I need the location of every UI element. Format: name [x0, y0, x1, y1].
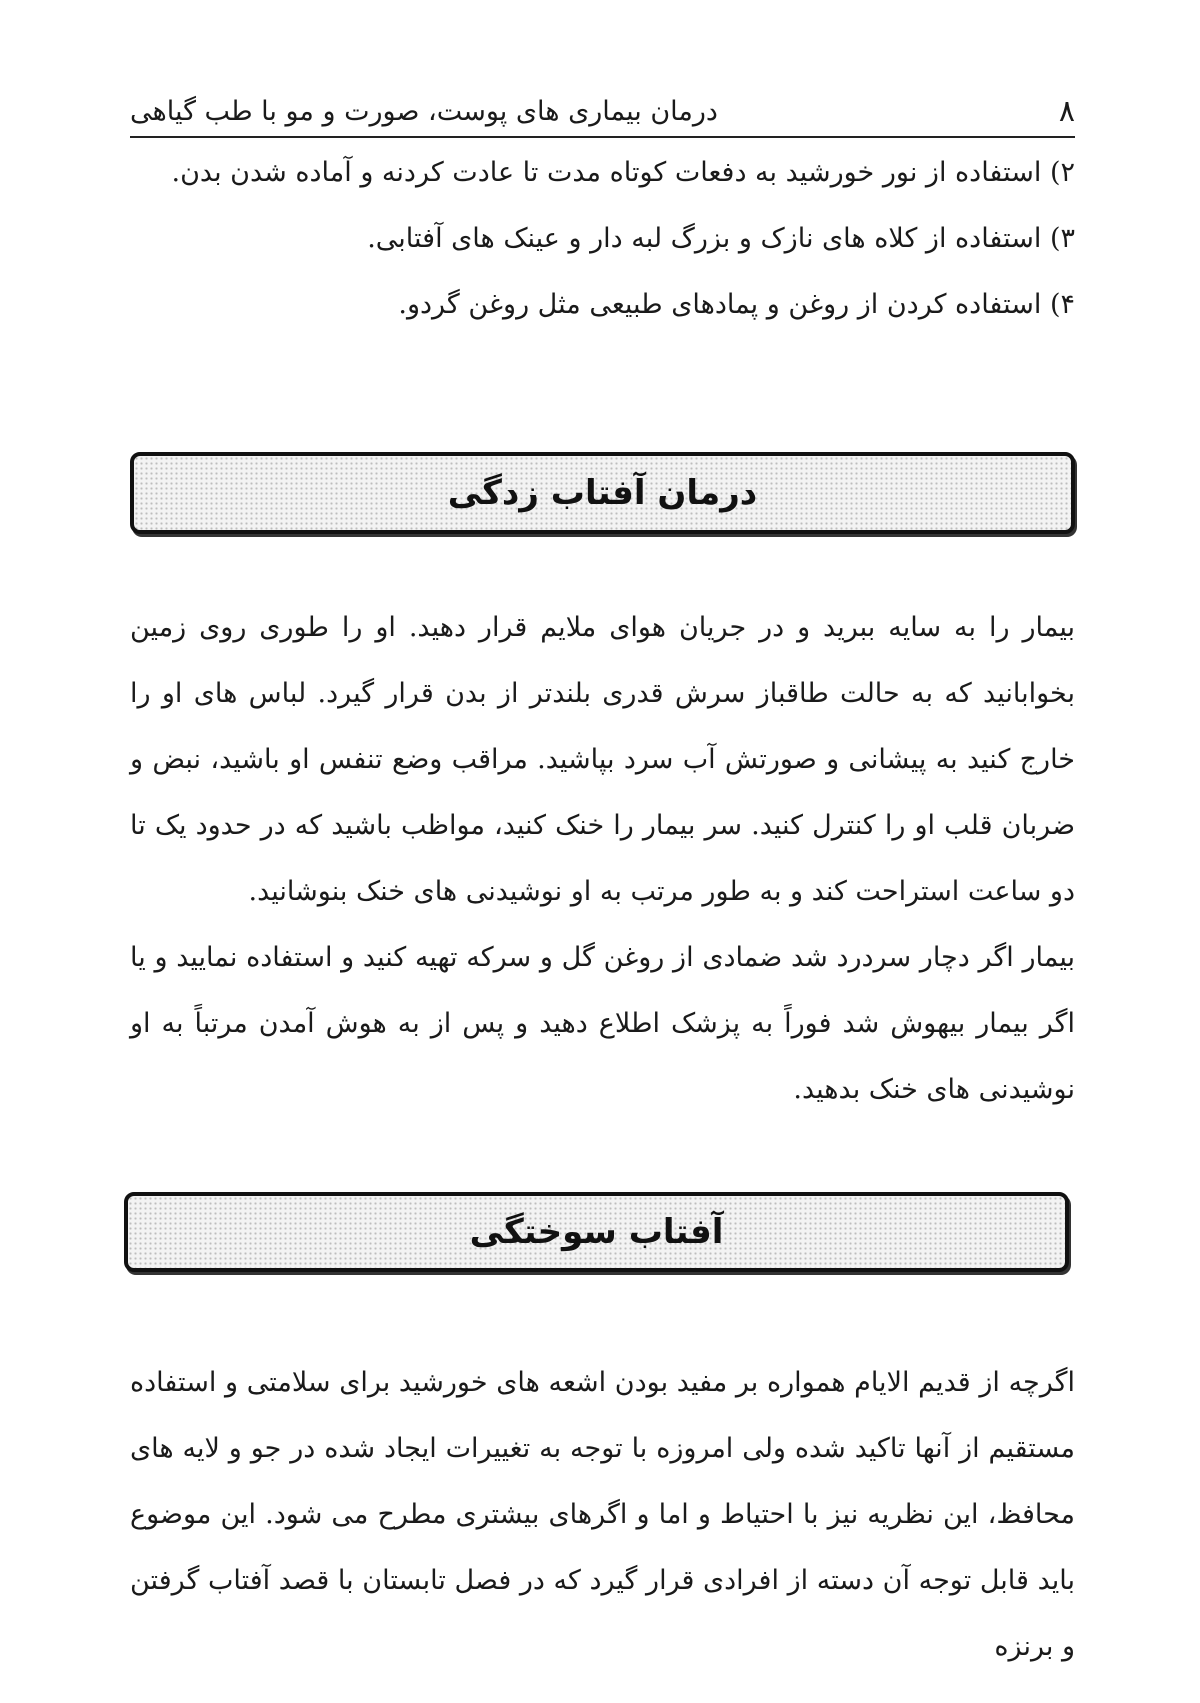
tips-list: [130, 140, 1075, 338]
list-item: ۴) استفاده کردن از روغن و پمادهای طبیعی مثل روغن گردو.: [398, 289, 1075, 320]
book-title: درمان بیماری های پوست، صورت و مو با طب گیاهی: [130, 96, 718, 127]
page-number: ۸: [1058, 94, 1075, 129]
section-heading-box: [130, 452, 1075, 534]
section-heading: آفتاب سوختگی: [469, 1212, 724, 1252]
section-body: [130, 1350, 1075, 1680]
paragraph: اگرچه از قدیم الایام همواره بر مفید بودن اشعه های خورشید برای سلامتی و استفاده مستقیم از آنها تاکید شده ولی امروزه با توجه به تغییرات ایجاد شده در جو و لایه های محافظ، این نظریه نیز با احتیاط و اما و اگرهای بیشتری مطرح می شود. این موضوع باید قابل توجه آن دسته از افرادی قرار گیرد که در فصل تابستان با قصد آفتاب گرفتن و برنزه: [130, 1367, 1075, 1662]
paragraph: بیمار را به سایه ببرید و در جریان هوای ملایم قرار دهید. او را طوری روی زمین بخوابانید که به حالت طاقباز سرش قدری بلندتر از بدن قرار گیرد. لباس های او را خارج کنید به پیشانی و صورتش آب سرد بپاشید. مراقب وضع تنفس او باشید، نبض و ضربان قلب او را کنترل کنید. سر بیمار را خنک کنید، مواظب باشید که در حدود یک تا دو ساعت استراحت کند و به طور مرتب به او نوشیدنی های خنک بنوشانید.: [130, 612, 1075, 907]
section-heading-box: [124, 1192, 1069, 1272]
running-header: [130, 92, 1075, 138]
section-heading: درمان آفتاب زدگی: [447, 473, 758, 513]
list-item: ۲) استفاده از نور خورشید به دفعات کوتاه مدت تا عادت کردنه و آماده شدن بدن.: [171, 157, 1075, 188]
paragraph: بیمار اگر دچار سردرد شد ضمادی از روغن گل و سرکه تهیه کنید و استفاده نمایید و یا اگر بیمار بیهوش شد فوراً به پزشک اطلاع دهید و پس از به هوش آمدن مرتباً به او نوشیدنی های خنک بدهید.: [130, 942, 1075, 1105]
section-body: [130, 595, 1075, 1123]
list-item: ۳) استفاده از کلاه های نازک و بزرگ لبه دار و عینک های آفتابی.: [367, 223, 1075, 254]
